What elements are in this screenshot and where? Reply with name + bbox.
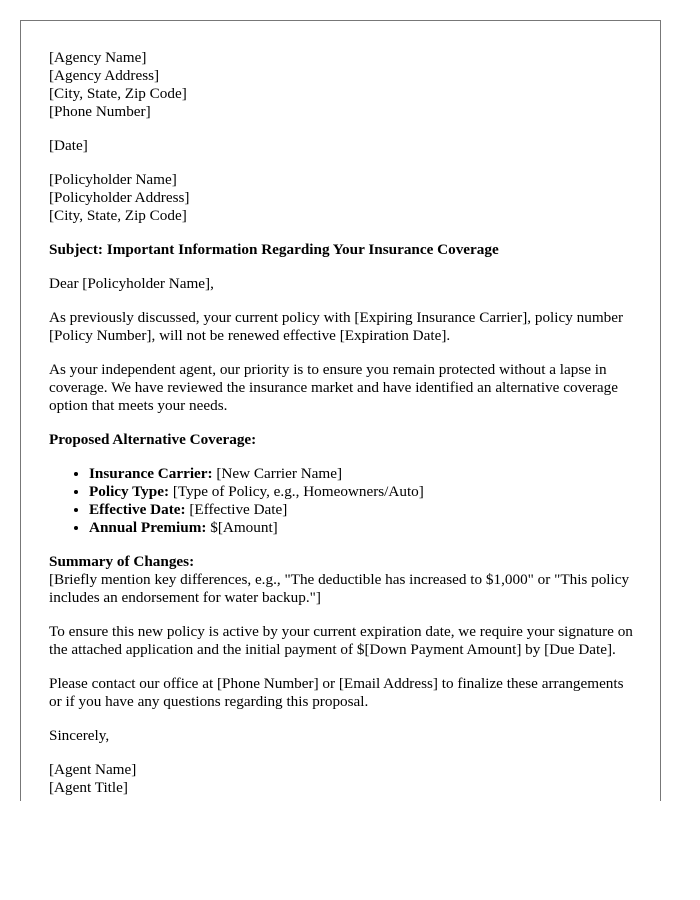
sender-block <box>49 49 634 121</box>
coverage-label: Insurance Carrier: <box>89 465 213 482</box>
coverage-item-effective-date <box>89 501 634 519</box>
coverage-label: Effective Date: <box>89 501 186 518</box>
contact-paragraph: Please contact our office at [Phone Number] or [Email Address] to finalize these arrangements or if you have any questions regarding this proposal. <box>49 675 624 710</box>
summary-heading: Summary of Changes: <box>49 553 195 570</box>
coverage-value: $[Amount] <box>206 519 278 536</box>
coverage-item-annual-premium <box>89 519 634 537</box>
recipient-block <box>49 171 634 225</box>
agent-title: [Agent Title] <box>49 779 128 796</box>
summary-text: [Briefly mention key differences, e.g., "The deductible has increased to $1,000" or "This policy includes an endorsement for water backup."] <box>49 571 630 606</box>
letter-date: [Date] <box>49 137 88 154</box>
letter-body <box>49 49 634 801</box>
recipient-name: [Policyholder Name] <box>49 171 177 188</box>
coverage-value: [New Carrier Name] <box>212 465 343 482</box>
coverage-heading: Proposed Alternative Coverage: <box>49 431 257 448</box>
agency-city-state-zip: [City, State, Zip Code] <box>49 85 187 102</box>
agency-name: [Agency Name] <box>49 49 147 66</box>
agent-name: [Agent Name] <box>49 761 137 778</box>
salutation: Dear [Policyholder Name], <box>49 275 214 292</box>
coverage-label: Annual Premium: <box>89 519 207 536</box>
agent-block <box>49 761 634 797</box>
coverage-value: [Type of Policy, e.g., Homeowners/Auto] <box>169 483 424 500</box>
signoff: Sincerely, <box>49 727 110 744</box>
recipient-address: [Policyholder Address] <box>49 189 190 206</box>
coverage-item-carrier <box>89 465 634 483</box>
signature-request-paragraph: To ensure this new policy is active by your current expiration date, we require your signature on the attached application and the initial payment of $[Down Payment Amount] by [Due Date]. <box>49 623 633 658</box>
priority-paragraph: As your independent agent, our priority is to ensure you remain protected without a lapse in coverage. We have reviewed the insurance market and have identified an alternative coverage option that meets your needs. <box>49 361 619 414</box>
agency-address: [Agency Address] <box>49 67 160 84</box>
coverage-item-policy-type <box>89 483 634 501</box>
intro-paragraph: As previously discussed, your current policy with [Expiring Insurance Carrier], policy number [Policy Number], will not be renewed effective [Expiration Date]. <box>49 309 624 344</box>
coverage-label: Policy Type: <box>89 483 170 500</box>
subject-line: Subject: Important Information Regarding Your Insurance Coverage <box>49 241 499 258</box>
coverage-list <box>49 465 634 537</box>
summary-section <box>49 553 634 607</box>
letter-page <box>20 20 661 801</box>
agency-phone: [Phone Number] <box>49 103 151 120</box>
coverage-value: [Effective Date] <box>185 501 288 518</box>
recipient-city-state-zip: [City, State, Zip Code] <box>49 207 187 224</box>
